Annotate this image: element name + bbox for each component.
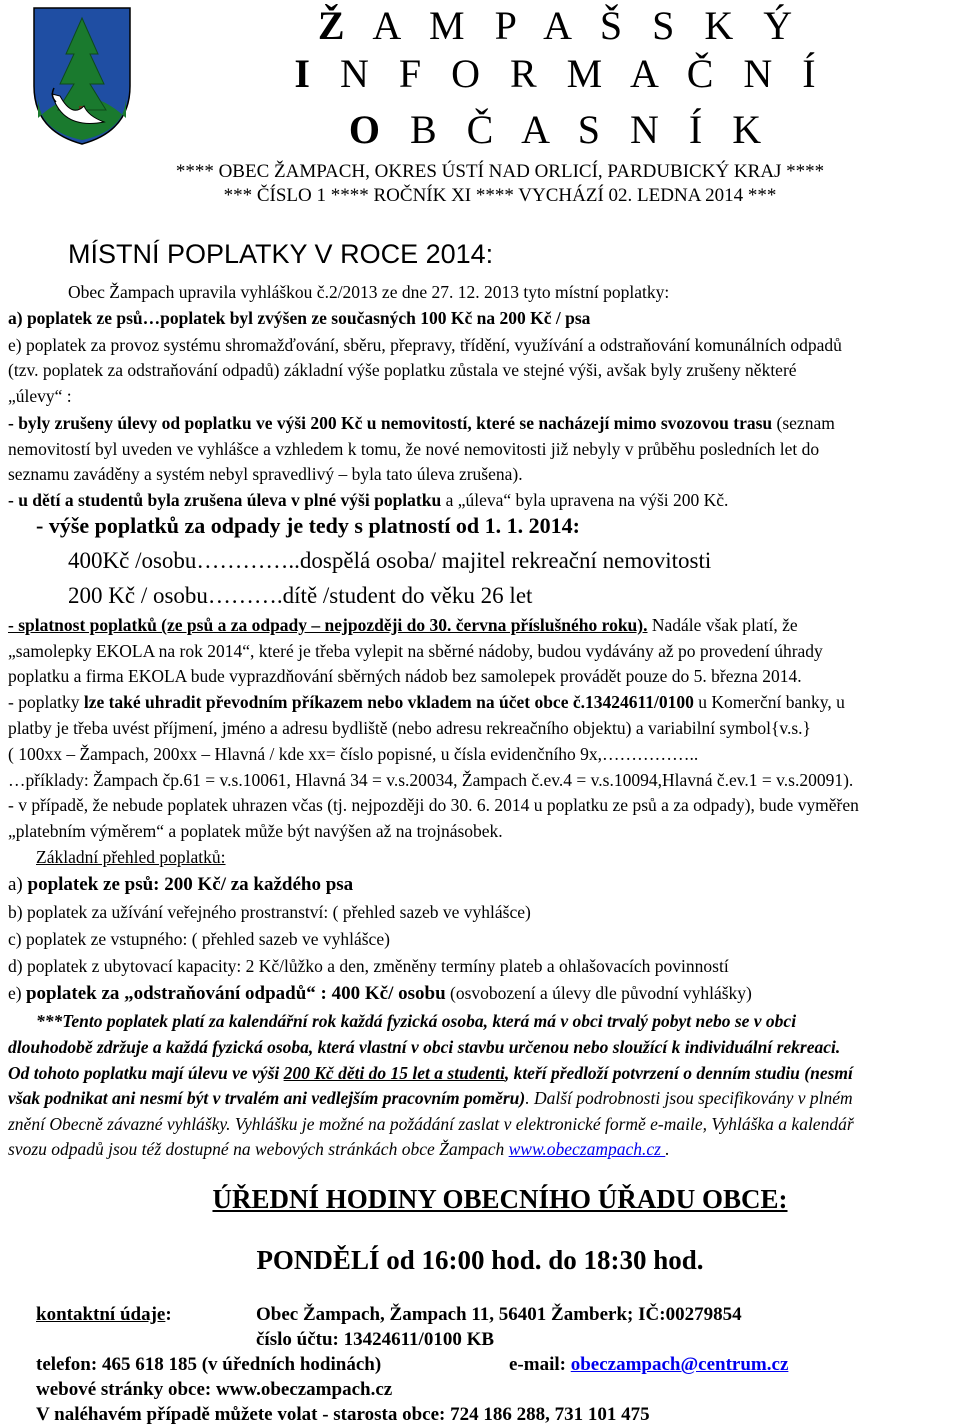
ulevy-line: „úlevy“ : xyxy=(8,386,72,406)
masthead-subtitle-2: *** ČÍSLO 1 **** ROČNÍK XI **** VYCHÁZÍ 02. LEDNA 2014 *** xyxy=(223,185,777,206)
overview-b: b) poplatek za užívání veřejného prostranství: ( přehled sazeb ve vyhlášce) xyxy=(8,902,531,922)
due-date-line: - splatnost poplatků (ze psů a za odpady – nejpozději do 30. června příslušného roku). Nadále však platí, že xyxy=(8,615,798,635)
masthead-line-3: O B Č A S N Í K xyxy=(348,107,772,152)
examples-line: …příklady: Žampach čp.61 = v.s.10061, Hlavná 34 = v.s.20034, Žampach č.ev.4 = v.s.10094,Hlavná č.ev.1 = v.s.20091). xyxy=(8,770,854,790)
note-line-5: znění Obecně závazné vyhlášky. Vyhlášku je možné na požádání zaslat v elektronické formě e-maile, Vyhláška a kalendář xyxy=(8,1114,854,1134)
fee-child-line: 200 Kč / osobu……….dítě /student do věku 26 let xyxy=(68,583,533,608)
contacts-account: číslo účtu: 13424611/0100 KB xyxy=(256,1329,495,1350)
note-line-1: ***Tento poplatek platí za kalendářní rok každá fyzická osoba, která má v obci trvalý pobyt nebo se v obci xyxy=(36,1011,797,1031)
note-line-3: Od tohoto poplatku mají úlevu ve výši 200 Kč děti do 15 let a studenti, kteří předloží potvrzení o denním studiu (nesmí xyxy=(8,1063,853,1083)
overview-heading: Základní přehled poplatků: xyxy=(36,847,226,867)
late-payment-line: - v případě, že nebude poplatek uhrazen včas (tj. nejpozději do 30. 6. 2014 u poplatku ze psů a za odpady), bude vyměřen xyxy=(8,795,859,815)
fee-amount-heading: - výše poplatků za odpady je tedy s platností od 1. 1. 2014: xyxy=(36,513,580,538)
cancelled-relief-detail: nemovitostí byl uveden ve vyhlášce a vzhledem k tomu, že nové nemovitosti již nebyly v průběhu posledních let do xyxy=(8,439,820,459)
note-line-4: však podnikat ani nesmí být v trvalém ani vedlejším pracovním poměru). Další podrobnosti jsou specifikovány v plném xyxy=(8,1088,853,1108)
contacts-web: webové stránky obce: www.obeczampach.cz xyxy=(36,1379,393,1400)
contacts-phone: telefon: 465 618 185 (v úředních hodinách) xyxy=(36,1354,382,1375)
section-heading: MÍSTNÍ POPLATKY V ROCE 2014: xyxy=(68,239,494,269)
fee-a-line: a) poplatek ze psů…poplatek byl zvýšen ze současných 100 Kč na 200 Kč / psa xyxy=(8,308,591,328)
stickers-detail: poplatku a firma EKOLA bude vyprazdňování sběrných nádob bez samolepek provádět pouze do 5. března 2014. xyxy=(8,666,802,686)
note-line-6: svozu odpadů jsou též dostupné na webových stránkách obce Žampach www.obeczampach.cz . xyxy=(8,1139,670,1159)
overview-a: a) poplatek ze psů: 200 Kč/ za každého psa xyxy=(8,874,354,895)
overview-c: c) poplatek ze vstupného: ( přehled sazeb ve vyhlášce) xyxy=(8,929,390,949)
website-link[interactable]: www.obeczampach.cz xyxy=(508,1139,666,1159)
contacts-address: Obec Žampach, Žampach 11, 56401 Žamberk; IČ:00279854 xyxy=(256,1304,742,1325)
contacts-label: kontaktní údaje: xyxy=(36,1304,172,1325)
payment-detail: platby je třeba uvést příjmení, jméno a adresu bydliště (nebo adresu rekreačního objektu) a variabilní symbol{v.s.} xyxy=(8,718,811,738)
fee-e-detail: (tzv. poplatek za odstraňování odpadů) základní výše poplatku zůstala ve stejné výši, avšak byly zrušeny některé xyxy=(8,360,797,380)
overview-d: d) poplatek z ubytovací kapacity: 2 Kč/lůžko a den, změněny termíny plateb a ohlašovacích povinností xyxy=(8,956,729,976)
fee-e-line: e) poplatek za provoz systému shromažďování, sběru, přepravy, třídění, využívání a odstraňování komunálních odpadů xyxy=(8,335,842,355)
fee-adult-line: 400Kč /osobu…………..dospělá osoba/ majitel rekreační nemovitosti xyxy=(68,548,712,573)
payment-line: - poplatky lze také uhradit převodním příkazem nebo vkladem na účet obce č.13424611/0100 u Komerční banky, u xyxy=(8,692,845,712)
masthead-subtitle-1: **** OBEC ŽAMPACH, OKRES ÚSTÍ NAD ORLICÍ, PARDUBICKÝ KRAJ **** xyxy=(175,161,825,182)
masthead-line-2: I N F O R M A Č N Í xyxy=(294,51,826,96)
children-relief-line: - u dětí a studentů byla zrušena úleva v plné výši poplatku a „úleva“ byla upravena na výši 200 Kč. xyxy=(8,490,729,510)
village-coat-of-arms xyxy=(32,6,132,146)
late-payment-detail: „platebním výměrem“ a poplatek může být navýšen až na trojnásobek. xyxy=(8,821,503,841)
stickers-line: „samolepky EKOLA na rok 2014“, které je třeba vylepit na sběrné nádoby, budou vydávány až po provedení úhrady xyxy=(8,641,823,661)
email-link[interactable]: obeczampach@centrum.cz xyxy=(570,1354,789,1375)
variable-symbol-line: ( 100xx – Žampach, 200xx – Hlavná / kde xx= číslo popisné, u čísla evidenčního 9x,…………….. xyxy=(8,744,699,764)
masthead-line-1: Ž A M P A Š S K Ý xyxy=(317,3,803,48)
office-hours: PONDĚLÍ od 16:00 hod. do 18:30 hod. xyxy=(256,1245,704,1275)
overview-e: e) poplatek za „odstraňování odpadů“ : 400 Kč/ osobu (osvobození a úlevy dle původní vyhlášky) xyxy=(8,983,752,1004)
office-hours-heading: ÚŘEDNÍ HODINY OBECNÍHO ÚŘADU OBCE: xyxy=(212,1184,788,1214)
contacts-email: e-mail: obeczampach@centrum.cz xyxy=(509,1354,789,1375)
note-line-2: dlouhodobě zdržuje a každá fyzická osoba, která vlastní v obci stavbu určenou nebo sloužící k individuální rekreaci. xyxy=(8,1037,841,1057)
cancelled-relief-end: seznamu zaváděny a systém nebyl spravedlivý – byla tato úleva zrušena). xyxy=(8,464,523,484)
intro-line: Obec Žampach upravila vyhláškou č.2/2013 ze dne 27. 12. 2013 tyto místní poplatky: xyxy=(68,282,670,302)
cancelled-relief-line: - byly zrušeny úlevy od poplatku ve výši 200 Kč u nemovitostí, které se nacházejí mimo svozovou trasu (seznam xyxy=(8,413,835,433)
contacts-emergency: V naléhavém případě můžete volat - starosta obce: 724 186 288, 731 101 475 xyxy=(36,1404,650,1425)
